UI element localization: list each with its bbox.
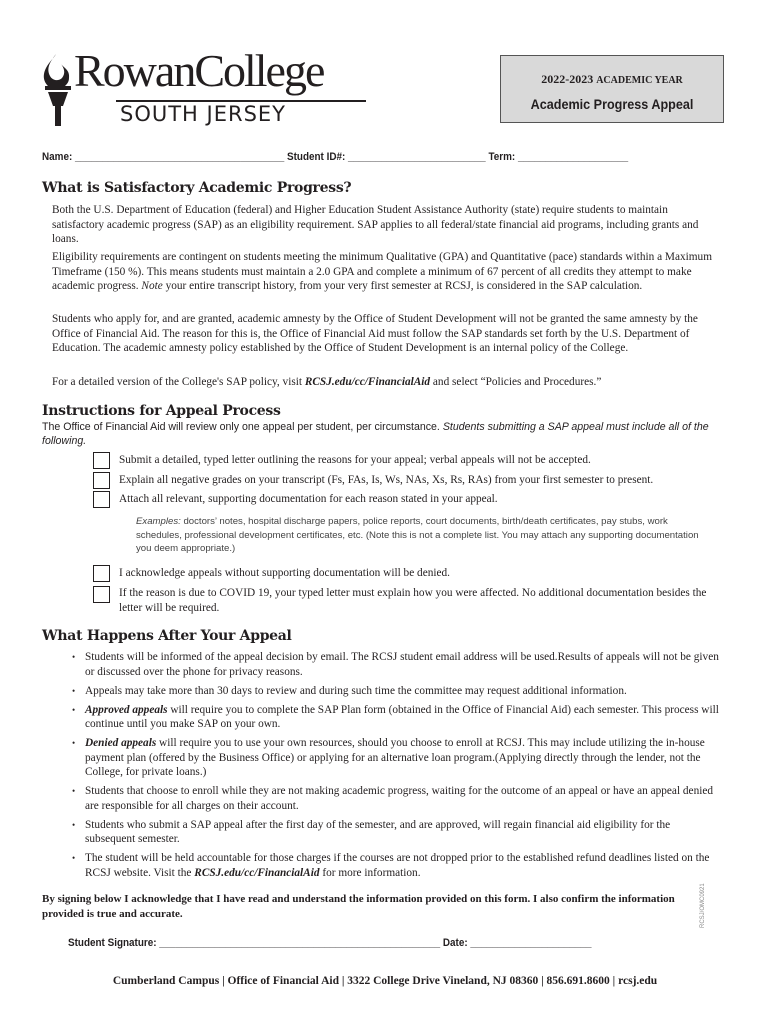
text: Eligibility requirements are contingent on students meeting the minimum Qualitative (GPA) and Quantitative (pace) standards within a Maximum Timeframe (150 %). This means students must maintain a 2.0 GPA and complete a minimum of 67 percent of all credits they attempt to make academic progress. — [52, 251, 712, 292]
text: will require you to complete the SAP Plan form (obtained in the Office of Financial Aid) each semester. This process will continue until you make SAP on your own. — [85, 703, 719, 730]
financial-aid-link[interactable]: RCSJ.edu/cc/FinancialAid — [304, 376, 431, 388]
text: Students that choose to enroll while they are not making academic progress, waiting for the outcome of an appeal or have an appeal denied are responsible for all charges on their account. — [85, 785, 714, 812]
form-code: RCSJ/OMC0921 — [700, 883, 706, 928]
checklist-item: Attach all relevant, supporting documentation for each reason stated in your appeal. — [119, 493, 498, 505]
text: The student will be held accountable for those charges if the courses are not dropped prior to the established refund deadlines listed on the RCSJ website. Visit the — [85, 852, 710, 879]
text: for more information. — [319, 866, 421, 879]
footer-contact: Cumberland Campus | Office of Financial Aid | 3322 College Drive Vineland, NJ 08360 | 856.691.8600 | rcsj.edu — [112, 975, 658, 987]
checkbox-acknowledge[interactable] — [93, 565, 110, 582]
sap-paragraph — [52, 375, 722, 390]
logo-name: RowanCollege — [74, 45, 324, 96]
checklist-item: Submit a detailed, typed letter outlining the reasons for your appeal; verbal appeals will not be accepted. — [119, 454, 591, 466]
lead: Denied appeals — [85, 737, 157, 749]
college-logo — [42, 45, 372, 128]
sap-heading: What is Satisfactory Academic Progress? — [42, 180, 352, 196]
list-item — [72, 703, 722, 732]
student-id-field[interactable]: Student ID#: _________________________ — [286, 151, 486, 163]
text: The Office of Financial Aid will review only one appeal per student, per circumstance. — [42, 421, 443, 433]
torch-icon — [42, 52, 74, 126]
examples-note — [136, 515, 716, 556]
checkbox-covid[interactable] — [93, 586, 110, 603]
after-appeal-list — [72, 650, 722, 885]
list-item — [72, 650, 722, 679]
academic-year: 2022-2023 — [541, 72, 594, 86]
date-field[interactable]: Date: ______________________ — [442, 937, 592, 949]
form-title-box — [500, 55, 724, 123]
text: will require you to use your own resources, should you choose to enroll at RCSJ. This may include utilizing the in-house payment plan (offered by the Business Office) or applying for an alternative loan program.(Applying directly through the lender, not the College, for private loans.) — [85, 737, 705, 778]
list-item — [72, 684, 722, 699]
instructions-heading: Instructions for Appeal Process — [42, 403, 281, 419]
signature-field[interactable]: Student Signature: ___________________________________________________ — [68, 937, 441, 949]
text: your entire transcript history, from your very first semester at RCSJ, is considered in the SAP calculation. — [162, 280, 643, 292]
acknowledgement-text: By signing below I acknowledge that I have read and understand the information provided on this form. I also confirm the information provided is true and accurate. — [42, 893, 675, 920]
after-appeal-heading: What Happens After Your Appeal — [42, 628, 292, 644]
text: and select “Policies and Procedures.” — [430, 376, 602, 388]
text: Students submitting a SAP appeal must include all of the following. — [42, 421, 709, 447]
form-title: Academic Progress Appeal — [530, 96, 694, 112]
checklist-item: I acknowledge appeals without supporting documentation will be denied. — [119, 567, 450, 579]
list-item — [72, 736, 722, 780]
name-field[interactable]: Name: ______________________________________ — [42, 151, 285, 163]
sap-paragraph — [52, 250, 722, 294]
text: Students who submit a SAP appeal after the first day of the semester, and are approved, will regain financial aid eligibility for the subsequent semester. — [85, 818, 671, 845]
text: doctors’ notes, hospital discharge papers, police reports, court documents, birth/death certificates, pay stubs, work schedules, professional development certificates, etc. (Note this is not a complete list. You may attach any supporting documentation you deem appropriate.) — [136, 516, 699, 554]
student-info-fields — [42, 151, 628, 163]
note-label: Note — [141, 280, 163, 292]
checkbox-negative-grades[interactable] — [93, 472, 110, 489]
instructions-intro — [42, 421, 727, 448]
lead: Approved appeals — [85, 703, 168, 716]
logo-subtitle: SOUTH JERSEY — [120, 102, 287, 126]
checklist-item: Explain all negative grades on your transcript (Fs, FAs, Is, Ws, NAs, Xs, Rs, RAs) from your first semester to present. — [119, 474, 654, 486]
signature-row — [68, 937, 592, 949]
list-item — [72, 784, 722, 813]
text: Students will be informed of the appeal decision by email. The RCSJ student email address will be used.Results of appeals will not be given or discussed over the phone for privacy reasons. — [85, 651, 719, 678]
term-field[interactable]: Term: ____________________ — [488, 151, 629, 163]
list-item — [72, 818, 722, 847]
academic-year-label: ACADEMIC YEAR — [596, 75, 683, 86]
sap-paragraph: Both the U.S. Department of Education (federal) and Higher Education Student Assistance Authority (state) require students to maintain satisfactory academic progress (SAP) as an eligibility requirement. SAP applies to all federal/state financial aid programs, including grants and loans. — [52, 204, 699, 245]
examples-label: Examples: — [136, 516, 181, 527]
checkbox-typed-letter[interactable] — [93, 452, 110, 469]
checklist-item: If the reason is due to COVID 19, your typed letter must explain how you were affected. No additional documentation besides the letter will be required. — [119, 587, 707, 614]
checkbox-documentation[interactable] — [93, 491, 110, 508]
text: Appeals may take more than 30 days to review and during such time the committee may request additional information. — [85, 684, 627, 697]
list-item — [72, 851, 722, 880]
sap-paragraph: Students who apply for, and are granted, academic amnesty by the Office of Student Development will not be granted the same amnesty by the Office of Financial Aid. The reason for this is, the Office of Financial Aid must follow the SAP standards set forth by the U.S. Department of Education. The academic amnesty policy established by the Office of Student Development is an internal policy of the College. — [52, 313, 698, 354]
text: For a detailed version of the College's SAP policy, visit — [52, 376, 305, 388]
financial-aid-link[interactable]: RCSJ.edu/cc/FinancialAid — [194, 866, 320, 879]
